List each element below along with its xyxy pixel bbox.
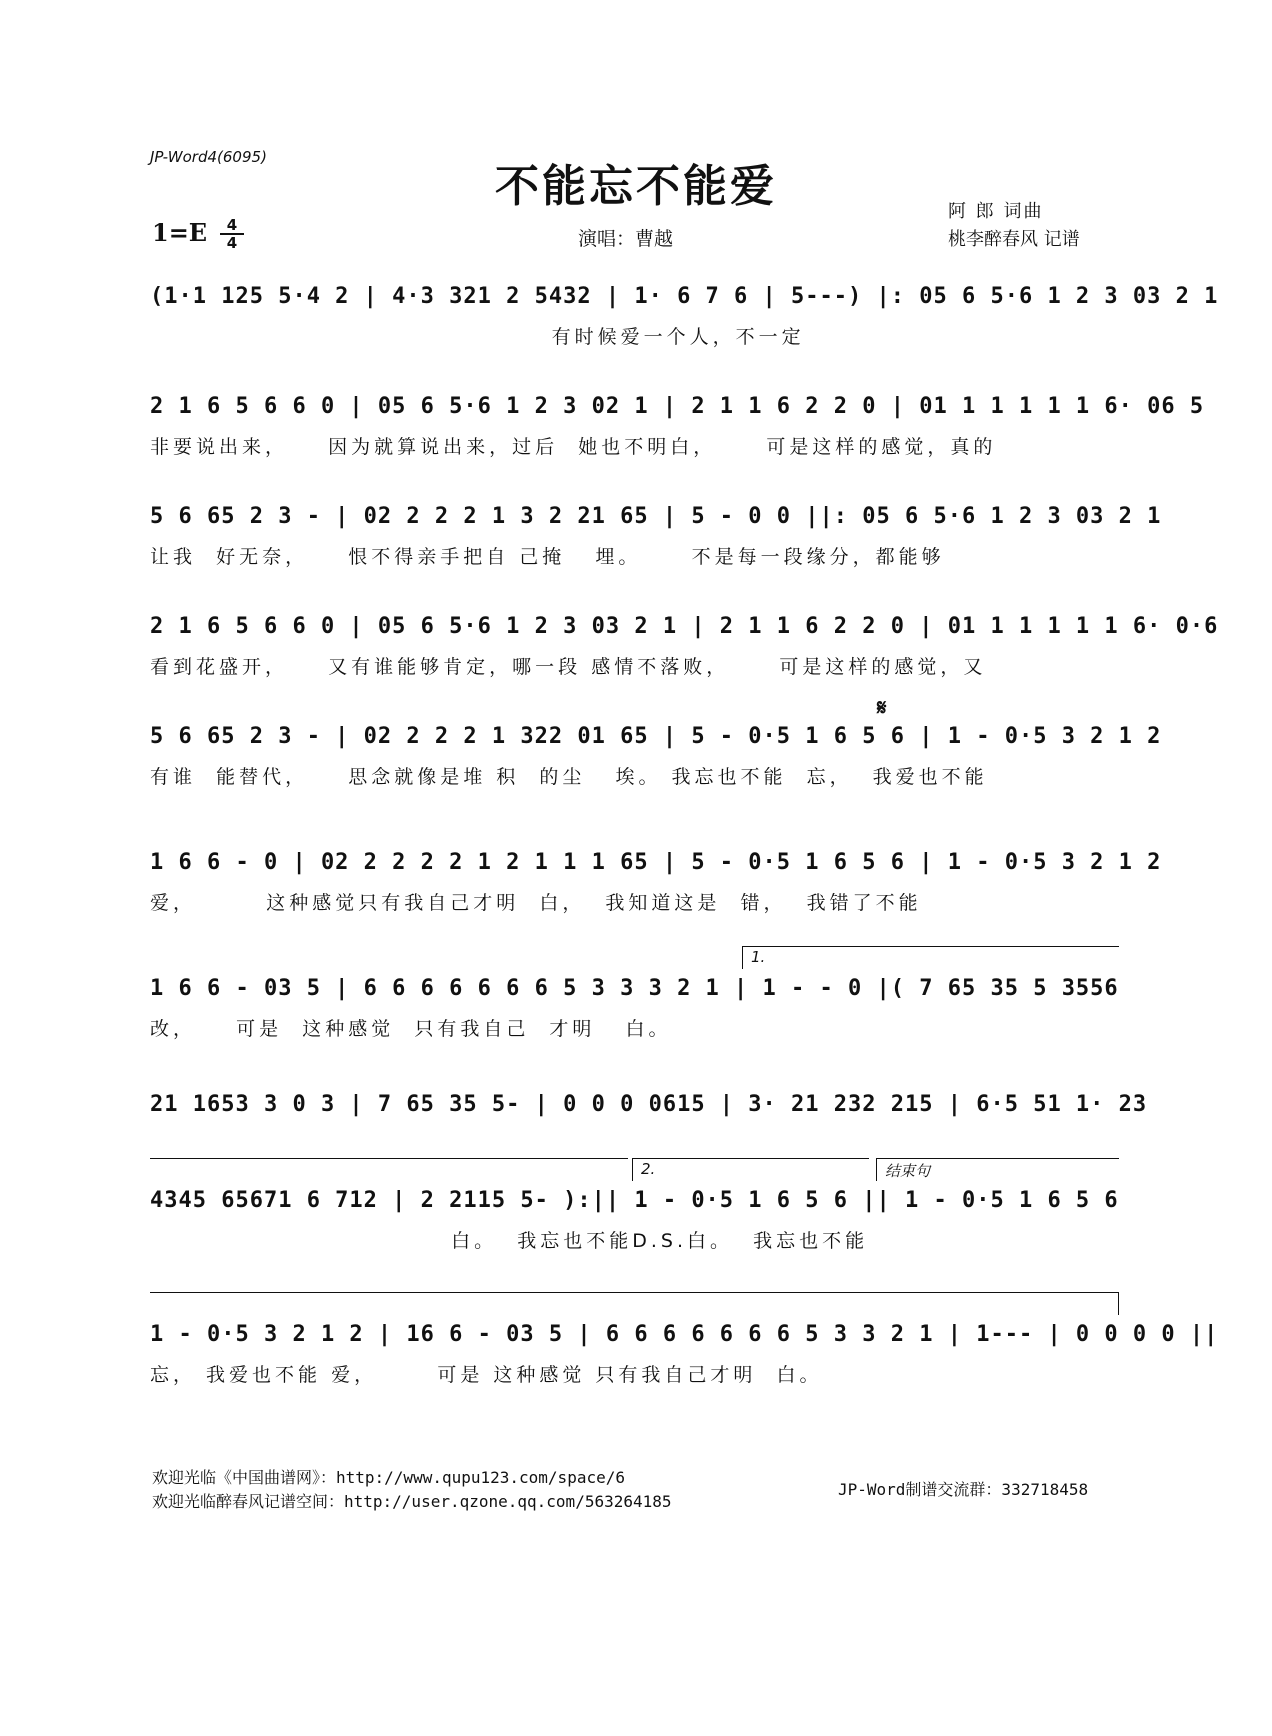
lyrics-line: 看到花盛开， 又有谁能够肯定，哪一段 感情不落败， 可是这样的感觉，又	[150, 656, 987, 678]
score-system-7	[150, 948, 1119, 1040]
composer-credit: 阿 郎 词曲	[948, 201, 1044, 222]
volta-bracket-1	[742, 946, 1119, 969]
notation-line: 1 - 0·5 3 2 1 2 | 16 6 - 03 5 | 6 6 6 6 6 6 6 5 3 3 2 1 | 1--- | 0 0 0 0 ||	[150, 1322, 1219, 1347]
coda-bracket	[876, 1158, 1119, 1181]
coda-bracket-continuation	[150, 1292, 1119, 1315]
lyrics-line: 有时候爱一个人，不一定	[150, 326, 805, 348]
notation-line: 5 6 65 2 3 - | 02 2 2 2 1 322 01 65 | 5 - 0·5 1 6 5 6 | 1 - 0·5 3 2 1 2	[150, 724, 1162, 749]
score-system-5	[150, 720, 1162, 788]
notation-line: 1 6 6 - 0 | 02 2 2 2 2 1 2 1 1 1 65 | 5 - 0·5 1 6 5 6 | 1 - 0·5 3 2 1 2	[150, 850, 1162, 875]
volta-bracket-2	[632, 1158, 869, 1181]
score-system-4	[150, 610, 1219, 678]
time-signature-top: 4	[226, 216, 238, 234]
segno-sign: 𝄋	[877, 696, 887, 721]
footer-group-line: JP-Word制谱交流群：332718458	[838, 1480, 1089, 1499]
lyrics-line: 改， 可是 这种感觉 只有我自己 才明 白。	[150, 1018, 672, 1040]
key-signature: 1=E	[152, 218, 208, 247]
volta-1-label: 1.	[751, 948, 766, 966]
lyrics-line: 白。 我忘也不能D.S.白。 我忘也不能	[150, 1230, 869, 1252]
lyrics-line: 让我 好无奈， 恨不得亲手把自 己掩 埋。 不是每一段缘分，都能够	[150, 546, 945, 568]
volta-2-label: 2.	[641, 1160, 656, 1178]
footer-website-line: 欢迎光临《中国曲谱网》：http://www.qupu123.com/space/6	[152, 1468, 625, 1487]
transcriber-credit: 桃李醉春风 记谱	[948, 229, 1080, 250]
notation-line: 1 6 6 - 03 5 | 6 6 6 6 6 6 6 5 3 3 3 2 1 | 1 - - 0 |( 7 65 35 5 3556	[150, 976, 1119, 1001]
notation-line: 4345 65671 6 712 | 2 2115 5- ):|| 1 - 0·5 1 6 5 6 || 1 - 0·5 1 6 5 6	[150, 1188, 1119, 1213]
lyrics-line: 非要说出来， 因为就算说出来，过后 她也不明白， 可是这样的感觉，真的	[150, 436, 997, 458]
score-system-10	[150, 1318, 1219, 1386]
software-label: JP-Word4(6095)	[150, 148, 267, 166]
score-system-1	[150, 280, 1219, 348]
score-system-8	[150, 1088, 1148, 1122]
notation-line: 2 1 6 5 6 6 0 | 05 6 5·6 1 2 3 03 2 1 | 2 1 1 6 2 2 0 | 01 1 1 1 1 1 6· 0·6	[150, 614, 1219, 639]
lyrics-line: 爱， 这种感觉只有我自己才明 白， 我知道这是 错， 我错了不能	[150, 892, 922, 914]
coda-label: 结束句	[885, 1162, 931, 1180]
volta-bracket-1-end	[150, 1158, 628, 1181]
score-system-6	[150, 846, 1162, 914]
notation-line: (1·1 125 5·4 2 | 4·3 321 2 5432 | 1· 6 7 6 | 5---) |: 05 6 5·6 1 2 3 03 2 1	[150, 284, 1219, 309]
score-system-9	[150, 1160, 1119, 1252]
lyrics-line: 有谁 能替代， 思念就像是堆 积 的尘 埃。 我忘也不能 忘， 我爱也不能	[150, 766, 988, 788]
score-system-2	[150, 390, 1205, 458]
notation-line: 5 6 65 2 3 - | 02 2 2 2 1 3 2 21 65 | 5 - 0 0 ||: 05 6 5·6 1 2 3 03 2 1	[150, 504, 1162, 529]
score-system-3	[150, 500, 1162, 568]
notation-line: 21 1653 3 0 3 | 7 65 35 5- | 0 0 0 0615 | 3· 21 232 215 | 6·5 51 1· 23	[150, 1092, 1148, 1117]
footer-qzone-line: 欢迎光临醉春风记谱空间：http://user.qzone.qq.com/563264185	[152, 1492, 672, 1511]
time-signature	[220, 218, 244, 250]
song-title: 不能忘不能爱	[495, 161, 777, 212]
notation-line: 2 1 6 5 6 6 0 | 05 6 5·6 1 2 3 02 1 | 2 1 1 6 2 2 0 | 01 1 1 1 1 1 6· 06 5	[150, 394, 1205, 419]
singer-credit: 演唱：曹越	[578, 228, 674, 250]
time-signature-bottom: 4	[226, 234, 238, 252]
lyrics-line: 忘， 我爱也不能 爱， 可是 这种感觉 只有我自己才明 白。	[150, 1364, 823, 1386]
